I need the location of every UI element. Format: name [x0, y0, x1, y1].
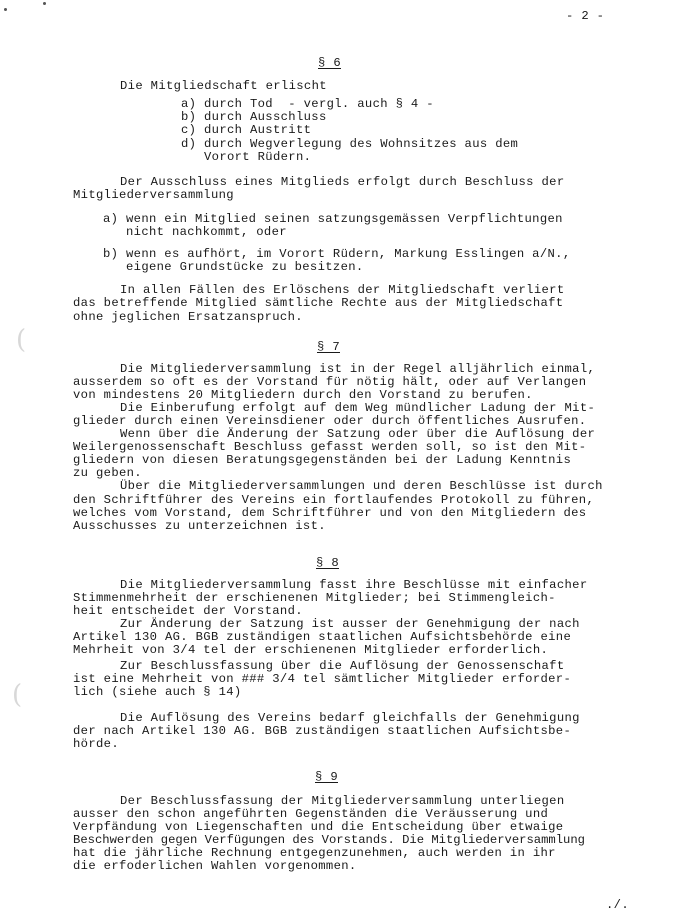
body-line: welches vom Vorstand, dem Schriftführer und von den Mitgliedern des: [73, 506, 587, 520]
scan-speck: [4, 8, 7, 11]
body-line: Ausschusses zu unterzeichnen ist.: [73, 519, 326, 533]
body-line: ohne jeglichen Ersatzanspruch.: [73, 310, 303, 324]
continuation-mark: ./.: [606, 898, 629, 912]
section-heading-8: § 8: [316, 556, 339, 570]
body-line: Die Mitgliederversammlung fasst ihre Beschlüsse mit einfacher: [120, 578, 588, 592]
body-line: die erfoderlichen Wahlen vorgenommen.: [73, 859, 357, 873]
body-line: das betreffende Mitglied sämtliche Rechte aus der Mitgliedschaft: [73, 296, 564, 310]
list-item: nicht nachkommt, oder: [103, 225, 287, 239]
body-line: In allen Fällen des Erlöschens der Mitgliedschaft verliert: [120, 283, 565, 297]
margin-bracket-mark: (: [16, 325, 27, 355]
list-item: a) wenn ein Mitglied seinen satzungsgemässen Verpflichtungen: [103, 212, 563, 226]
body-line: Stimmenmehrheit der erschienenen Mitglieder; bei Stimmengleich-: [73, 591, 556, 605]
body-line: gliedern von diesen Beratungsgegenständen bei der Ladung Kenntnis: [73, 453, 572, 467]
body-line: Der Ausschluss eines Mitglieds erfolgt durch Beschluss der: [120, 175, 565, 189]
body-line: Zur Beschlussfassung über die Auflösung der Genossenschaft: [120, 659, 565, 673]
body-line: ausserdem so oft es der Vorstand für nötig hält, oder auf Verlangen: [73, 375, 587, 389]
body-line: ist eine Mehrheit von ### 3/4 tel sämtlicher Mitglieder erforder-: [73, 672, 572, 686]
body-line: hörde.: [73, 737, 119, 751]
body-line: Weilergenossenschaft Beschluss gefasst werden soll, so ist den Mit-: [73, 440, 587, 454]
body-line: hat die jährliche Rechnung entgegenzunehmen, auch werden in ihr: [73, 846, 556, 860]
list-item: b) wenn es aufhört, im Vorort Rüdern, Markung Esslingen a/N.,: [103, 247, 571, 261]
body-line: Die Mitgliedschaft erlischt: [120, 79, 327, 93]
body-line: lich (siehe auch § 14): [73, 685, 242, 699]
body-line: Beschwerden gegen Verfügungen des Vorstands. Die Mitgliederversammlung: [73, 833, 585, 847]
body-line: Die Einberufung erfolgt auf dem Weg mündlicher Ladung der Mit-: [120, 401, 596, 415]
body-line: den Schriftführer des Vereins ein fortlaufendes Protokoll zu führen,: [73, 493, 595, 507]
body-line: Die Mitgliederversammlung ist in der Regel alljährlich einmal,: [120, 362, 596, 376]
body-line: heit entscheidet der Vorstand.: [73, 604, 303, 618]
list-item: c) durch Austritt: [181, 123, 312, 137]
list-item: Vorort Rüdern.: [181, 150, 312, 164]
body-line: Verpfändung von Liegenschaften und die Entscheidung über etwaige: [73, 820, 564, 834]
body-line: zu geben.: [73, 466, 142, 480]
body-line: Über die Mitgliederversammlungen und deren Beschlüsse ist durch: [120, 479, 603, 493]
scan-speck: [43, 2, 46, 5]
body-line: Mitgliederversammlung: [73, 188, 234, 202]
body-line: Der Beschlussfassung der Mitgliederversammlung unterliegen: [120, 794, 565, 808]
list-item: b) durch Ausschluss: [181, 110, 327, 124]
body-line: von mindestens 20 Mitgliedern durch den Vorstand zu berufen.: [73, 388, 533, 402]
margin-bracket-mark: (: [12, 680, 23, 710]
section-heading-6: § 6: [318, 56, 341, 70]
section-heading-7: § 7: [317, 340, 340, 354]
body-line: Wenn über die Änderung der Satzung oder über die Auflösung der: [120, 427, 596, 441]
list-item: d) durch Wegverlegung des Wohnsitzes aus dem: [181, 137, 519, 151]
page-number: - 2 -: [566, 9, 605, 23]
body-line: der nach Artikel 130 AG. BGB zuständigen staatlichen Aufsichtsbe-: [73, 724, 572, 738]
list-item: a) durch Tod - vergl. auch § 4 -: [181, 97, 434, 111]
body-line: Mehrheit von 3/4 tel der erschienenen Mitglieder erforderlich.: [73, 643, 549, 657]
body-line: ausser den schon angeführten Gegenständen die Veräusserung und: [73, 807, 549, 821]
body-line: Artikel 130 AG. BGB zuständigen staatlichen Aufsichtsbehörde eine: [73, 630, 572, 644]
body-line: Zur Änderung der Satzung ist ausser der Genehmigung der nach: [120, 617, 580, 631]
body-line: glieder durch einen Vereinsdiener oder durch öffentliches Ausrufen.: [73, 414, 587, 428]
body-line: Die Auflösung des Vereins bedarf gleichfalls der Genehmigung: [120, 711, 580, 725]
section-heading-9: § 9: [315, 770, 338, 784]
list-item: eigene Grundstücke zu besitzen.: [103, 260, 364, 274]
